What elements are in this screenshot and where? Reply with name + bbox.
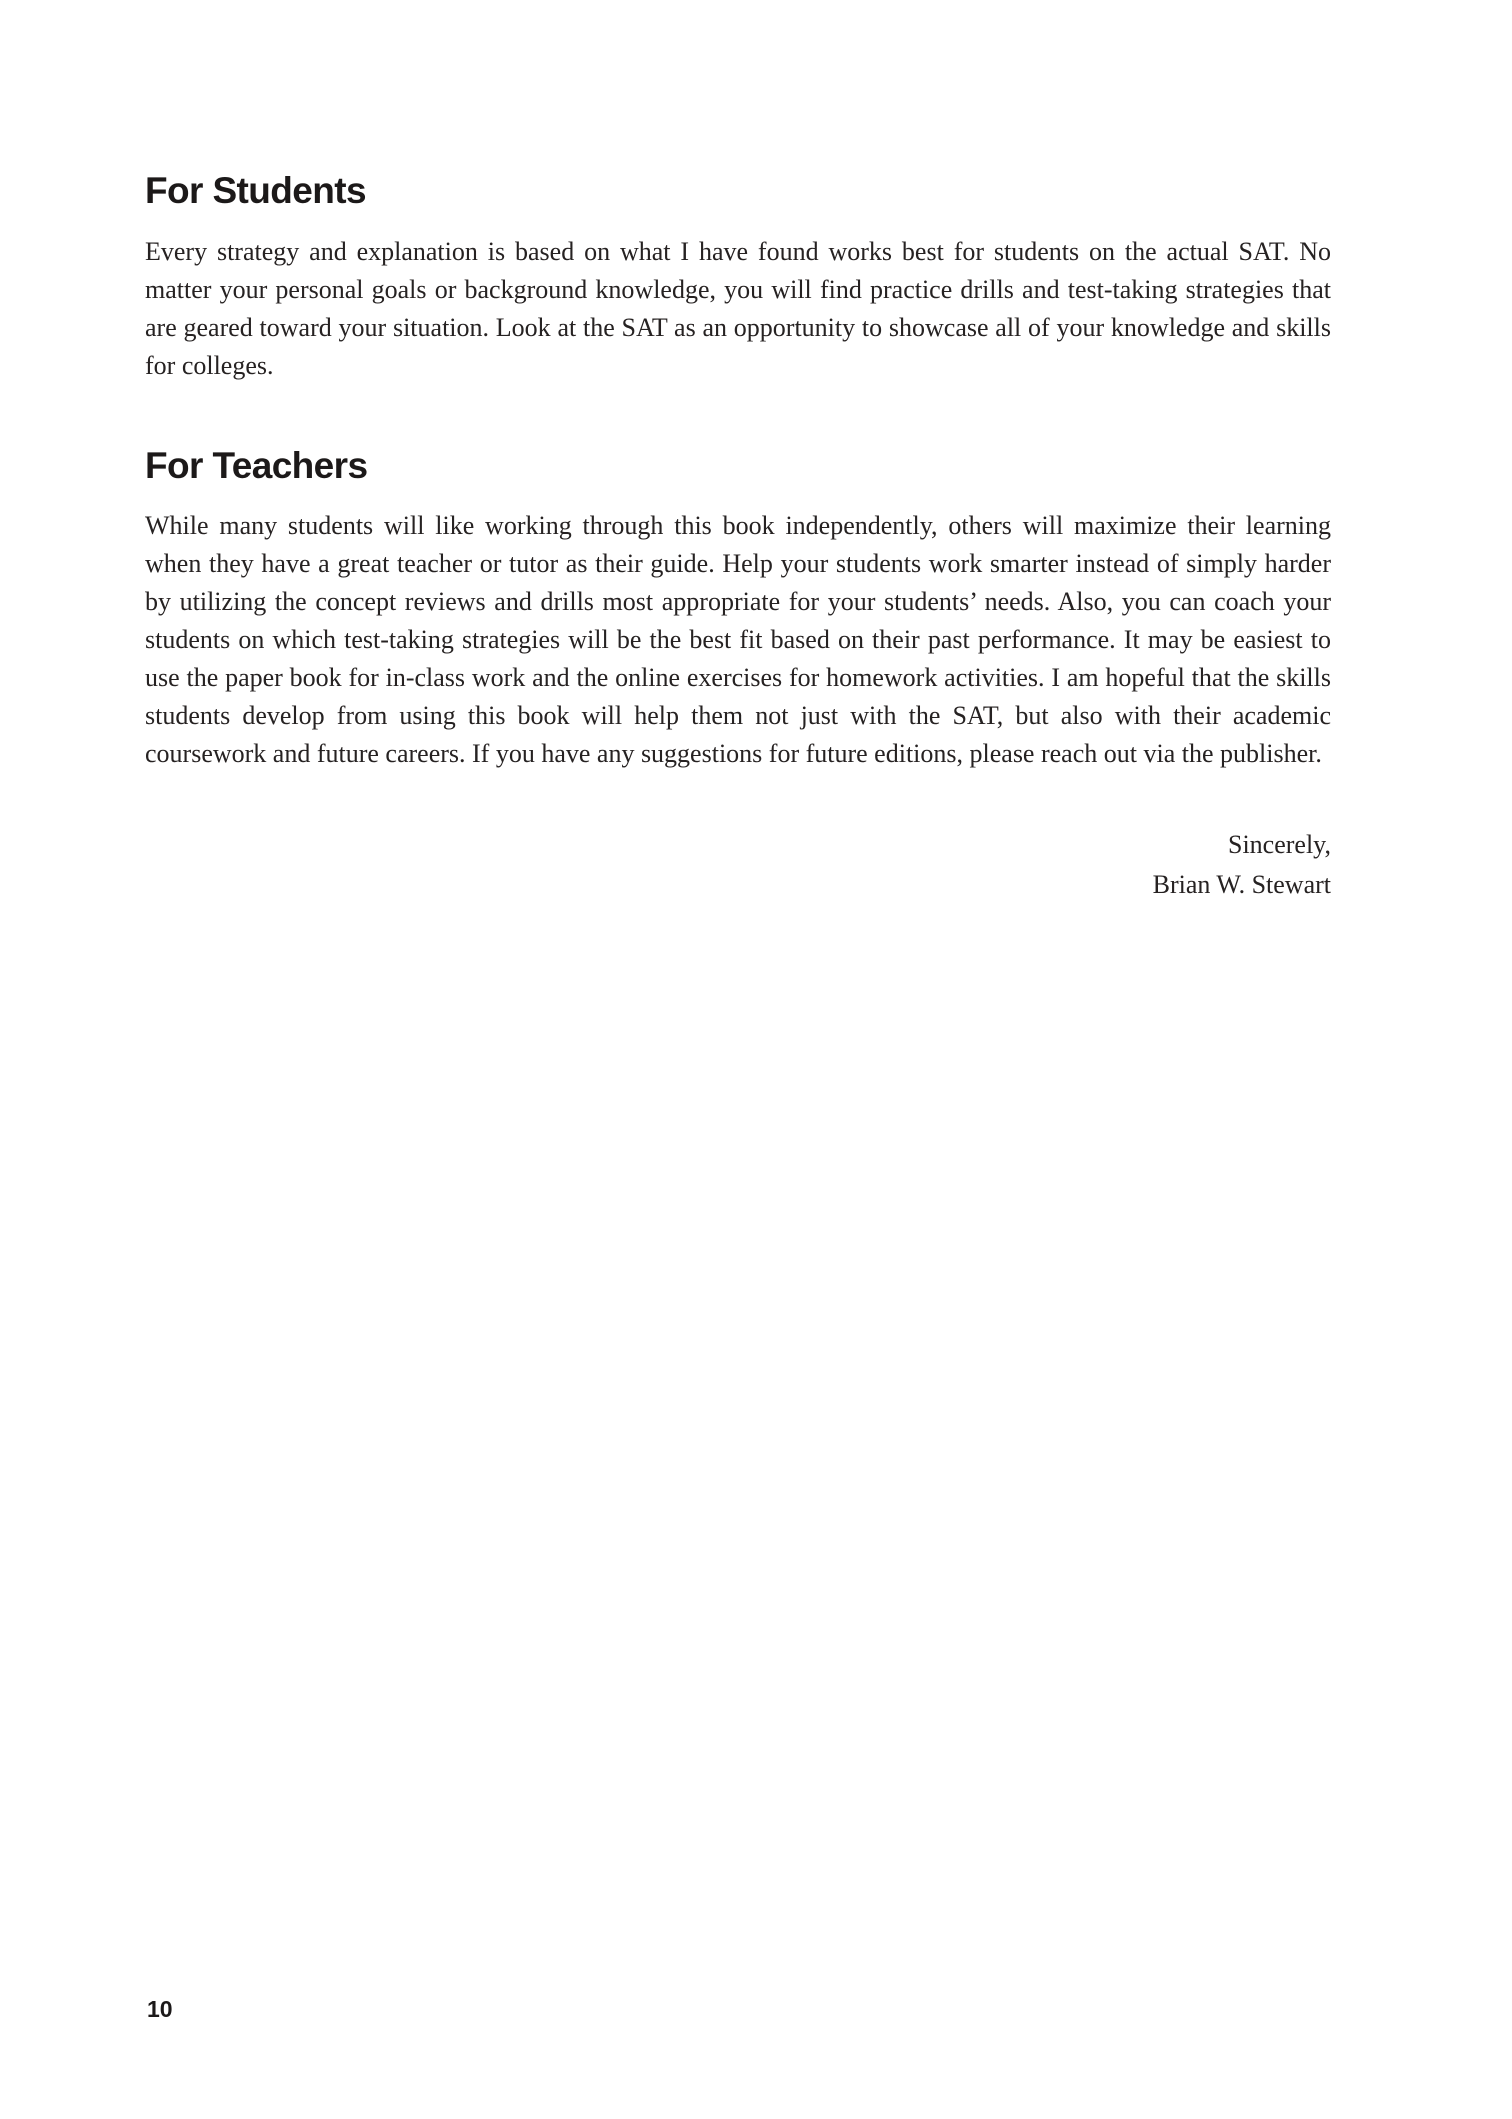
section-body-for-teachers: While many students will like working through this book independently, others will maximize their learning when they have a great teacher or tutor as their guide. Help your students work smarter instead of simply harder by utilizing the concept reviews and drills most appropriate for your students’ needs. Also, you can coach your students on which test-taking strategies will be the best fit based on their past performance. It may be easiest to use the paper book for in-class work and the online exercises for homework activities. I am hopeful that the skills students develop from using this book will help them not just with the SAT, but also with their academic coursework and future careers. If you have any suggestions for future editions, please reach out via the publisher. (145, 511, 1331, 769)
section-body-for-students: Every strategy and explanation is based on what I have found works best for students on the actual SAT. No matter your personal goals or background knowledge, you will find practice drills and test-taking strategies that are geared toward your situation. Look at the SAT as an opportunity to showcase all of your knowledge and skills for colleges. (145, 236, 1331, 380)
section-for-students (145, 170, 1331, 385)
section-heading-for-teachers: For Teachers (145, 444, 368, 486)
section-for-teachers (145, 445, 1331, 774)
closing-salutation: Sincerely, (1228, 830, 1331, 860)
page-content (145, 170, 1331, 905)
page-number: 10 (147, 1996, 173, 2022)
section-heading-for-students: For Students (145, 170, 366, 211)
closing-block (145, 825, 1331, 905)
closing-signature: Brian W. Stewart (1152, 870, 1331, 900)
